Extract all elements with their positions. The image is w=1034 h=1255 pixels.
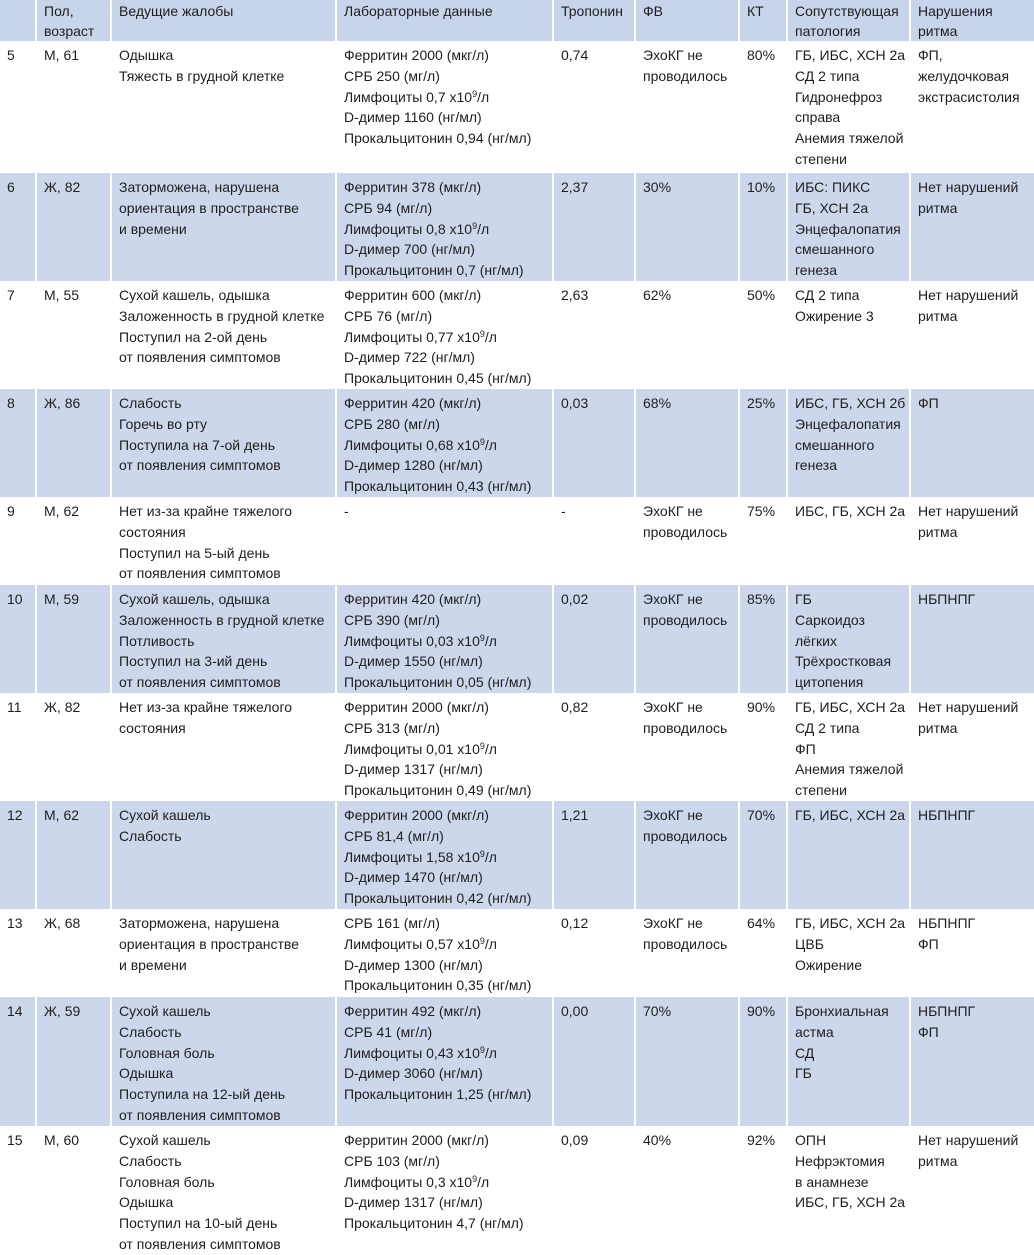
row-lab-data: [337, 585, 554, 693]
row-comorbidity: [788, 41, 911, 173]
row-comorbidity-line: ФП: [795, 740, 816, 757]
row-lab-data-line: D-димер 1317 (нг/мл): [344, 761, 483, 778]
row-comorbidity-line: лёгких: [795, 632, 838, 649]
row-lab-data-line: Лимфоциты 0,3 $х10^9/л$: [344, 1173, 490, 1190]
row-lab-data: [337, 909, 554, 997]
row-number: 15: [0, 1126, 37, 1255]
row-comorbidity-line: астма: [795, 1023, 834, 1040]
row-rhythm-line: ритма: [918, 719, 958, 736]
row-lab-data-line: СРБ 250 (мг/л): [344, 67, 440, 84]
row-complaints-line: Слабость: [119, 395, 182, 411]
row-comorbidity-line: смешанного: [795, 241, 875, 258]
row-lab-data-line: D-димер 1317 (нг/мл): [344, 1194, 483, 1211]
row-rhythm-line: ритма: [918, 307, 958, 324]
row-complaints-line: Поступила на 12-ый день: [119, 1086, 286, 1103]
row-lab-data-line: Прокальцитонин 0,43 (нг/мл): [344, 478, 532, 495]
row-ejection-fraction-line: 68%: [643, 395, 672, 411]
row-comorbidity-line: цитопения: [795, 674, 864, 691]
row-lab-data-line: Прокальцитонин 0,7 (нг/мл): [344, 262, 524, 279]
row-ct: 70%: [740, 801, 788, 909]
row-rhythm-line: желудочковая: [918, 67, 1010, 84]
table-row: [0, 997, 1034, 1126]
row-rhythm-line: ритма: [918, 523, 958, 540]
row-complaints-line: и времени: [119, 220, 187, 237]
row-number: 14: [0, 997, 37, 1126]
row-troponin: 2,63: [554, 281, 636, 389]
table-header: [0, 0, 1034, 41]
row-complaints-line: Заторможена, нарушена: [119, 915, 280, 931]
row-comorbidity: [788, 173, 911, 281]
row-lab-data-line: Прокальцитонин 0,94 (нг/мл): [344, 130, 532, 147]
row-lab-data-line: Лимфоциты 0,43 $х10^9/л$: [344, 1044, 497, 1061]
header-sex-age: Пол, возраст: [37, 0, 112, 41]
table-row: [0, 497, 1034, 585]
row-lab-data-line: Ферритин 2000 (мкг/л): [344, 1132, 489, 1148]
row-complaints-line: и времени: [119, 956, 187, 973]
row-lab-data-line: Лимфоциты 0,7 $х10^9/л$: [344, 88, 490, 105]
row-rhythm-line: ФП: [918, 935, 939, 952]
row-complaints-line: от появления симптомов: [119, 1235, 281, 1252]
header-troponin: Тропонин: [554, 0, 636, 41]
row-lab-data-line: Ферритин 420 (мкг/л): [344, 591, 482, 607]
row-lab-data-line: Лимфоциты 0,57 $х10^9/л$: [344, 935, 497, 952]
row-comorbidity-line: СД 2 типа: [795, 67, 860, 84]
row-ejection-fraction-line: проводилось: [643, 719, 728, 736]
row-comorbidity-line: степени: [795, 150, 847, 167]
row-lab-data-line: СРБ 41 (мг/л): [344, 1023, 433, 1040]
row-lab-data-line: D-димер 722 (нг/мл): [344, 349, 475, 366]
row-complaints-line: Тяжесть в грудной клетке: [119, 67, 285, 84]
row-comorbidity-line: степени: [795, 782, 847, 799]
table-row: [0, 909, 1034, 997]
row-ct: 25%: [740, 389, 788, 497]
table-row: [0, 693, 1034, 801]
row-sex-age: Ж, 86: [37, 389, 112, 497]
row-ejection-fraction-line: ЭхоКГ не: [643, 915, 703, 931]
table-row: [0, 801, 1034, 909]
row-complaints: [112, 41, 337, 173]
table-body: [0, 41, 1034, 1255]
row-number: 7: [0, 281, 37, 389]
row-complaints: [112, 997, 337, 1126]
row-rhythm: [911, 281, 1034, 389]
header-lab-data: Лабораторные данные: [337, 0, 554, 41]
row-complaints-line: Слабость: [119, 1152, 182, 1169]
row-rhythm: [911, 997, 1034, 1126]
row-rhythm: [911, 1126, 1034, 1255]
row-ejection-fraction-line: проводилось: [643, 935, 728, 952]
row-rhythm-line: Нет нарушений: [918, 699, 1019, 715]
row-complaints-line: Сухой кашель, одышка: [119, 287, 270, 303]
row-complaints: [112, 173, 337, 281]
row-ejection-fraction: [636, 997, 740, 1126]
row-lab-data: [337, 693, 554, 801]
row-troponin: 0,00: [554, 997, 636, 1126]
row-rhythm-line: НБПНПГ: [918, 807, 976, 823]
row-ejection-fraction-line: 40%: [643, 1132, 672, 1148]
table-row: [0, 389, 1034, 497]
row-complaints-line: Сухой кашель: [119, 1132, 211, 1148]
row-lab-data-line: Лимфоциты 0,03 $х10^9/л$: [344, 632, 497, 649]
row-comorbidity-line: ОПН: [795, 1132, 827, 1148]
row-ejection-fraction-line: 62%: [643, 287, 672, 303]
header-complaints: Ведущие жалобы: [112, 0, 337, 41]
row-ejection-fraction-line: ЭхоКГ не: [643, 807, 703, 823]
row-complaints-line: ориентация в пространстве: [119, 199, 299, 216]
row-comorbidity-line: в анамнезе: [795, 1173, 869, 1190]
row-complaints-line: Головная боль: [119, 1173, 215, 1190]
row-comorbidity-line: ГБ, ИБС, ХСН 2а: [795, 915, 906, 931]
row-comorbidity-line: Анемия тяжелой: [795, 130, 904, 147]
row-complaints: [112, 585, 337, 693]
row-rhythm: [911, 909, 1034, 997]
row-lab-data-line: Ферритин 2000 (мкг/л): [344, 699, 489, 715]
row-comorbidity-line: ИБС, ГБ, ХСН 2б: [795, 395, 906, 411]
row-lab-data-line: D-димер 1160 (нг/мл): [344, 109, 482, 126]
row-comorbidity-line: генеза: [795, 262, 837, 279]
row-lab-data-line: СРБ 161 (мг/л): [344, 915, 440, 931]
row-rhythm-line: ФП: [918, 395, 939, 411]
row-sex-age: Ж, 82: [37, 173, 112, 281]
row-ejection-fraction: [636, 41, 740, 173]
row-complaints-line: Одышка: [119, 1194, 174, 1211]
row-lab-data-line: СРБ 103 (мг/л): [344, 1152, 440, 1169]
row-sex-age: М, 59: [37, 585, 112, 693]
row-number: 13: [0, 909, 37, 997]
row-comorbidity-line: ЦВБ: [795, 935, 824, 952]
row-complaints-line: Заторможена, нарушена: [119, 179, 280, 195]
row-rhythm-line: НБПНПГ: [918, 915, 976, 931]
row-sex-age: М, 62: [37, 497, 112, 585]
row-complaints-line: от появления симптомов: [119, 349, 281, 366]
row-ejection-fraction-line: проводилось: [643, 67, 728, 84]
row-complaints-line: Головная боль: [119, 1044, 215, 1061]
table-row: [0, 41, 1034, 173]
row-complaints: [112, 389, 337, 497]
row-comorbidity-line: Энцефалопатия: [795, 220, 901, 237]
row-sex-age: Ж, 82: [37, 693, 112, 801]
row-lab-data-line: Лимфоциты 0,01 $х10^9/л$: [344, 740, 497, 757]
row-lab-data-line: Ферритин 378 (мкг/л): [344, 179, 482, 195]
row-ejection-fraction-line: 30%: [643, 179, 672, 195]
row-lab-data-line: Лимфоциты 0,77 $х10^9/л$: [344, 328, 497, 345]
row-ejection-fraction: [636, 389, 740, 497]
row-rhythm-line: Нет нарушений: [918, 179, 1019, 195]
row-comorbidity-line: ИБС: ПИКС: [795, 179, 871, 195]
row-comorbidity-line: СД: [795, 1044, 815, 1061]
row-complaints: [112, 281, 337, 389]
row-complaints-line: состояния: [119, 523, 186, 540]
row-comorbidity-line: ГБ, ИБС, ХСН 2а: [795, 47, 906, 63]
row-complaints-line: от появления симптомов: [119, 1106, 281, 1123]
row-lab-data: [337, 281, 554, 389]
row-sex-age: М, 55: [37, 281, 112, 389]
row-complaints: [112, 801, 337, 909]
row-comorbidity-line: Ожирение: [795, 956, 862, 973]
row-rhythm: [911, 389, 1034, 497]
row-comorbidity-line: Гидронефроз: [795, 88, 883, 105]
row-lab-data-line: Ферритин 2000 (мкг/л): [344, 47, 489, 63]
row-complaints-line: Поступила на 7-ой день: [119, 436, 275, 453]
row-lab-data: [337, 389, 554, 497]
row-troponin: 0,74: [554, 41, 636, 173]
header-ejection-fraction: ФВ: [636, 0, 740, 41]
row-number: 10: [0, 585, 37, 693]
row-sex-age: М, 60: [37, 1126, 112, 1255]
row-lab-data-line: СРБ 81,4 (мг/л): [344, 827, 444, 844]
row-rhythm-line: НБПНПГ: [918, 1003, 976, 1019]
row-lab-data-line: Прокальцитонин 0,05 (нг/мл): [344, 674, 532, 691]
row-rhythm-line: Нет нарушений: [918, 287, 1019, 303]
row-lab-data-line: СРБ 76 (мг/л): [344, 307, 433, 324]
row-rhythm-line: Нет нарушений: [918, 503, 1019, 519]
header-ct: КТ: [740, 0, 788, 41]
row-lab-data-line: D-димер 1280 (нг/мл): [344, 457, 483, 474]
row-complaints-line: Одышка: [119, 1065, 174, 1082]
row-comorbidity-line: ГБ, ИБС, ХСН 2а: [795, 807, 906, 823]
row-complaints-line: Поступил на 10-ый день: [119, 1215, 278, 1232]
row-ejection-fraction-line: ЭхоКГ не: [643, 47, 703, 63]
row-lab-data-line: Ферритин 2000 (мкг/л): [344, 807, 489, 823]
row-complaints-line: Сухой кашель: [119, 1003, 211, 1019]
row-ejection-fraction-line: проводилось: [643, 827, 728, 844]
row-ejection-fraction: [636, 1126, 740, 1255]
row-comorbidity-line: Ожирение 3: [795, 307, 874, 324]
header-number: [0, 0, 37, 41]
row-complaints-line: Нет из-за крайне тяжелого: [119, 503, 293, 519]
row-complaints-line: от появления симптомов: [119, 674, 281, 691]
row-comorbidity: [788, 693, 911, 801]
row-comorbidity-line: генеза: [795, 457, 837, 474]
row-troponin: 0,12: [554, 909, 636, 997]
row-lab-data-line: D-димер 1300 (нг/мл): [344, 956, 483, 973]
row-ct: 50%: [740, 281, 788, 389]
row-complaints-line: Одышка: [119, 47, 174, 63]
row-comorbidity: [788, 801, 911, 909]
row-sex-age: Ж, 59: [37, 997, 112, 1126]
row-ejection-fraction: [636, 909, 740, 997]
row-complaints: [112, 1126, 337, 1255]
row-rhythm: [911, 41, 1034, 173]
row-comorbidity: [788, 585, 911, 693]
row-troponin: 0,02: [554, 585, 636, 693]
row-number: 5: [0, 41, 37, 173]
row-complaints-line: Слабость: [119, 827, 182, 844]
row-ct: 75%: [740, 497, 788, 585]
row-troponin: 2,37: [554, 173, 636, 281]
row-lab-data: [337, 997, 554, 1126]
row-rhythm-line: ритма: [918, 1152, 958, 1169]
row-lab-data-line: -: [344, 503, 349, 519]
table-row: [0, 281, 1034, 389]
row-ejection-fraction: [636, 281, 740, 389]
header-rhythm: Нарушения ритма: [911, 0, 1034, 41]
row-complaints: [112, 497, 337, 585]
row-lab-data-line: Прокальцитонин 0,35 (нг/мл): [344, 977, 532, 994]
row-ejection-fraction: [636, 173, 740, 281]
row-lab-data-line: Прокальцитонин 0,42 (нг/мл): [344, 890, 532, 907]
row-rhythm-line: Нет нарушений: [918, 1132, 1019, 1148]
row-complaints: [112, 909, 337, 997]
row-rhythm: [911, 497, 1034, 585]
row-ejection-fraction-line: ЭхоКГ не: [643, 503, 703, 519]
row-ejection-fraction-line: ЭхоКГ не: [643, 699, 703, 715]
row-lab-data-line: СРБ 390 (мг/л): [344, 611, 440, 628]
row-comorbidity: [788, 389, 911, 497]
header-row: [0, 0, 1034, 41]
row-number: 8: [0, 389, 37, 497]
row-complaints-line: Поступил на 3-ий день: [119, 653, 268, 670]
row-lab-data-line: Прокальцитонин 1,25 (нг/мл): [344, 1086, 532, 1103]
row-ejection-fraction: [636, 497, 740, 585]
row-lab-data-line: Прокальцитонин 0,45 (нг/мл): [344, 370, 532, 387]
row-number: 6: [0, 173, 37, 281]
row-ct: 90%: [740, 693, 788, 801]
row-complaints-line: Сухой кашель, одышка: [119, 591, 270, 607]
row-complaints-line: Слабость: [119, 1023, 182, 1040]
row-comorbidity-line: Трёхростковая: [795, 653, 892, 670]
row-ct: 10%: [740, 173, 788, 281]
row-lab-data-line: Лимфоциты 1,58 $х10^9/л$: [344, 848, 497, 865]
row-lab-data-line: Ферритин 420 (мкг/л): [344, 395, 482, 411]
row-ct: 80%: [740, 41, 788, 173]
row-lab-data-line: D-димер 1470 (нг/мл): [344, 869, 483, 886]
row-lab-data-line: СРБ 313 (мг/л): [344, 719, 440, 736]
row-ejection-fraction: [636, 585, 740, 693]
table-row: [0, 173, 1034, 281]
row-ct: 85%: [740, 585, 788, 693]
row-ct: 90%: [740, 997, 788, 1126]
row-comorbidity-line: Анемия тяжелой: [795, 761, 904, 778]
row-lab-data-line: Ферритин 600 (мкг/л): [344, 287, 482, 303]
row-ejection-fraction-line: 70%: [643, 1003, 672, 1019]
row-troponin: 0,03: [554, 389, 636, 497]
row-lab-data-line: СРБ 94 (мг/л): [344, 199, 433, 216]
row-rhythm: [911, 801, 1034, 909]
row-complaints-line: Поступил на 5-ый день: [119, 544, 270, 561]
row-lab-data-line: Ферритин 492 (мкг/л): [344, 1003, 482, 1019]
row-comorbidity-line: ИБС, ГБ, ХСН 2а: [795, 503, 906, 519]
row-complaints-line: Горечь во рту: [119, 415, 208, 432]
row-rhythm-line: ФП,: [918, 47, 943, 63]
row-comorbidity-line: ГБ, ХСН 2а: [795, 199, 869, 216]
row-complaints-line: Нет из-за крайне тяжелого: [119, 699, 293, 715]
row-complaints-line: Сухой кашель: [119, 807, 211, 823]
row-troponin: 0,09: [554, 1126, 636, 1255]
row-ejection-fraction-line: проводилось: [643, 523, 728, 540]
row-comorbidity-line: Энцефалопатия: [795, 415, 901, 432]
row-complaints-line: Заложенность в грудной клетке: [119, 611, 325, 628]
row-troponin: 0,82: [554, 693, 636, 801]
row-comorbidity-line: смешанного: [795, 436, 875, 453]
row-ct: 64%: [740, 909, 788, 997]
table-row: [0, 585, 1034, 693]
row-lab-data: [337, 173, 554, 281]
row-complaints-line: Поступил на 2-ой день: [119, 328, 268, 345]
row-lab-data: [337, 41, 554, 173]
row-comorbidity-line: СД 2 типа: [795, 719, 860, 736]
row-complaints-line: состояния: [119, 719, 186, 736]
row-rhythm-line: ритма: [918, 199, 958, 216]
row-complaints-line: Потливость: [119, 632, 195, 649]
row-ejection-fraction: [636, 801, 740, 909]
row-comorbidity-line: ГБ: [795, 591, 812, 607]
row-lab-data: [337, 497, 554, 585]
row-comorbidity: [788, 281, 911, 389]
row-number: 11: [0, 693, 37, 801]
row-lab-data-line: D-димер 1550 (нг/мл): [344, 653, 483, 670]
row-comorbidity-line: Бронхиальная: [795, 1003, 889, 1019]
header-comorbidity: Сопутствующая патология: [788, 0, 911, 41]
table-row: [0, 1126, 1034, 1255]
row-number: 9: [0, 497, 37, 585]
row-rhythm: [911, 693, 1034, 801]
row-sex-age: Ж, 68: [37, 909, 112, 997]
row-lab-data: [337, 801, 554, 909]
row-comorbidity: [788, 1126, 911, 1255]
row-comorbidity: [788, 497, 911, 585]
row-comorbidity-line: справа: [795, 109, 841, 126]
row-rhythm-line: НБПНПГ: [918, 591, 976, 607]
row-comorbidity-line: ГБ, ИБС, ХСН 2а: [795, 699, 906, 715]
row-lab-data-line: Прокальцитонин 4,7 (нг/мл): [344, 1215, 524, 1232]
row-rhythm-line: ФП: [918, 1023, 939, 1040]
row-comorbidity-line: Нефрэктомия: [795, 1152, 885, 1169]
row-comorbidity-line: ИБС, ГБ, ХСН 2а: [795, 1194, 906, 1211]
row-rhythm: [911, 585, 1034, 693]
row-lab-data-line: Лимфоциты 0,68 $х10^9/л$: [344, 436, 497, 453]
row-complaints: [112, 693, 337, 801]
row-lab-data-line: СРБ 280 (мг/л): [344, 415, 440, 432]
row-lab-data-line: Лимфоциты 0,8 $х10^9/л$: [344, 220, 490, 237]
row-comorbidity: [788, 909, 911, 997]
row-comorbidity: [788, 997, 911, 1126]
row-lab-data-line: D-димер 700 (нг/мл): [344, 241, 475, 258]
row-complaints-line: от появления симптомов: [119, 565, 281, 582]
row-ejection-fraction-line: ЭхоКГ не: [643, 591, 703, 607]
row-rhythm: [911, 173, 1034, 281]
row-lab-data-line: D-димер 3060 (нг/мл): [344, 1065, 483, 1082]
row-number: 12: [0, 801, 37, 909]
row-sex-age: М, 61: [37, 41, 112, 173]
row-lab-data-line: Прокальцитонин 0,49 (нг/мл): [344, 782, 532, 799]
row-troponin: -: [554, 497, 636, 585]
row-complaints-line: ориентация в пространстве: [119, 935, 299, 952]
row-troponin: 1,21: [554, 801, 636, 909]
row-ct: 92%: [740, 1126, 788, 1255]
row-comorbidity-line: ГБ: [795, 1065, 812, 1082]
row-sex-age: М, 62: [37, 801, 112, 909]
row-comorbidity-line: СД 2 типа: [795, 287, 860, 303]
row-comorbidity-line: Саркоидоз: [795, 611, 865, 628]
row-complaints-line: от появления симптомов: [119, 457, 281, 474]
row-rhythm-line: экстрасистолия: [918, 88, 1020, 105]
row-lab-data: [337, 1126, 554, 1255]
row-ejection-fraction-line: проводилось: [643, 611, 728, 628]
row-ejection-fraction: [636, 693, 740, 801]
row-complaints-line: Заложенность в грудной клетке: [119, 307, 325, 324]
